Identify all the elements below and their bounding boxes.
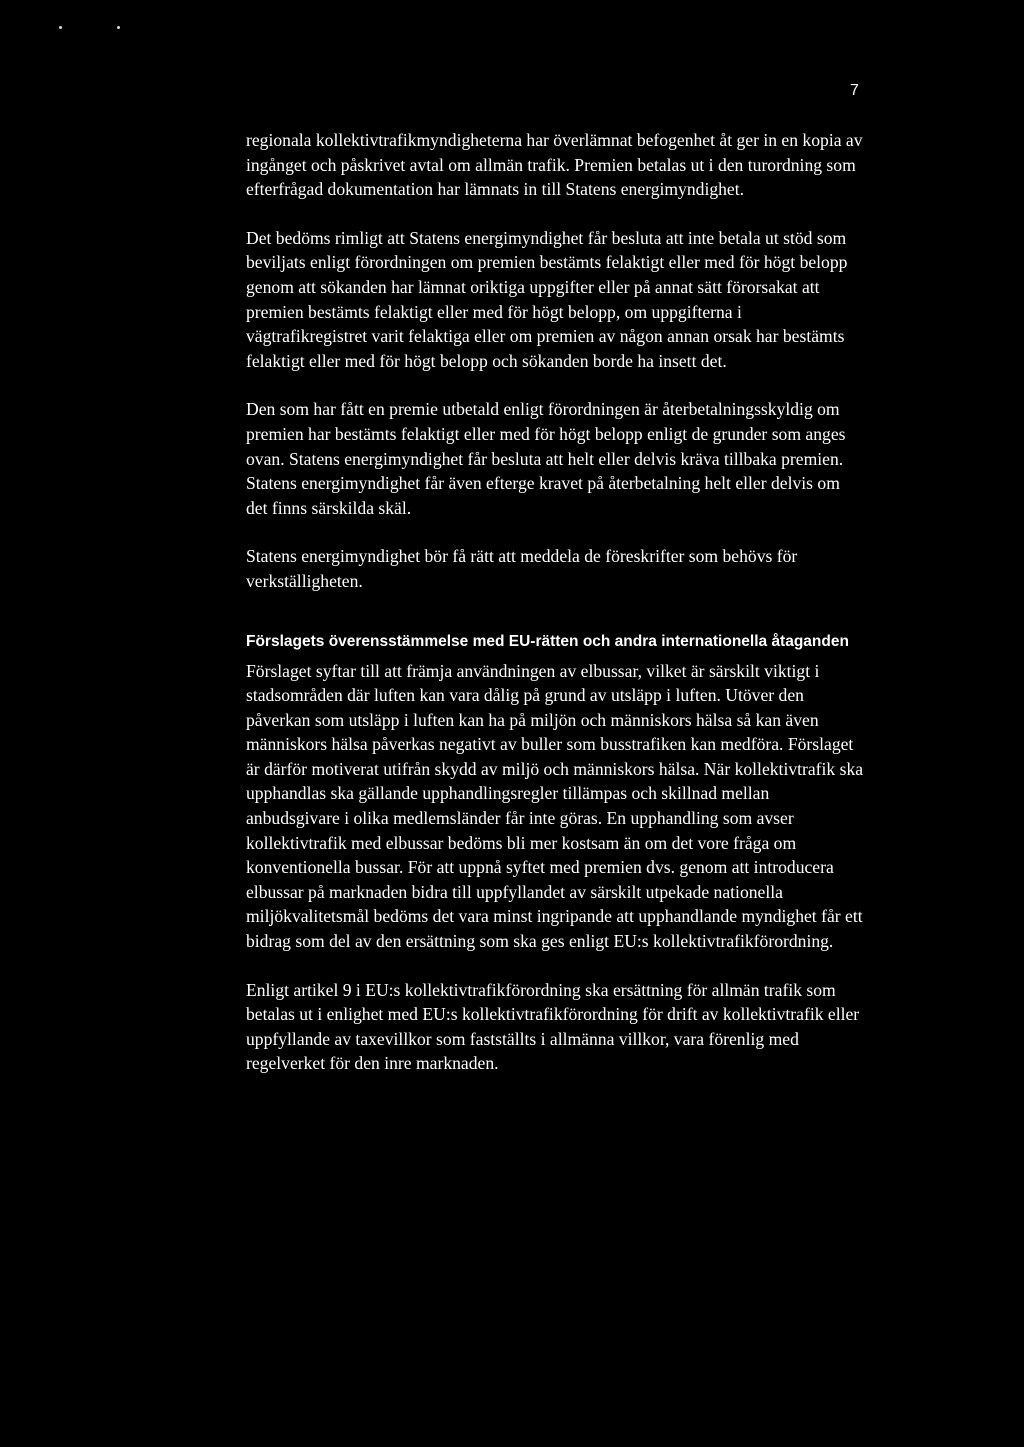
paragraph-gap [246, 954, 864, 978]
paragraph-article-9: Enligt artikel 9 i EU:s kollektivtrafikförordning ska ersättning för allmän trafik som betalas ut i enlighet med EU:s kollektivtrafikförordning för drift av kollektivtrafik eller uppfyllande av taxevillkor som fastställts i allmänna villkor, vara förenlig med regelverket för den inre marknaden. [246, 979, 860, 1074]
paragraph-gap [246, 373, 864, 397]
paragraph-gap [246, 594, 864, 618]
scan-mark-right [117, 26, 120, 29]
paragraph-refusal: Det bedöms rimligt att Statens energimyndighet får besluta att inte betala ut stöd som beviljats enligt förordningen om premien bestämts felaktigt eller med för högt belopp genom att sökanden har lämnat oriktiga uppgifter eller på annat sätt förorsakat att premien bestämts felaktigt eller med för högt belopp, om uppgifterna i vägtrafikregistret varit felaktiga eller om premien av någon annan orsak har bestämts felaktigt eller med för högt belopp och sökanden borde ha insett det. [246, 227, 848, 371]
section-heading: Förslagets överensstämmelse med EU-rätten och andra internationella åtaganden [246, 632, 849, 650]
scan-mark-left [59, 26, 62, 29]
page-number: 7 [850, 82, 859, 99]
paragraph-repayment: Den som har fått en premie utbetald enligt förordningen är återbetalningsskyldig om premien har bestämts felaktigt eller med för högt belopp enligt de grunder som anges ovan. Statens energimyndighet får besluta att helt eller delvis kräva tillbaka premien. Statens energimyndighet får även efterge kravet på återbetalning helt eller delvis om det finns särskilda skäl. [246, 399, 846, 518]
paragraph-gap [246, 202, 864, 226]
paragraph-regulations: Statens energimyndighet bör få rätt att meddela de föreskrifter som behövs för verkställigheten. [246, 546, 798, 591]
paragraph-submission: regionala kollektivtrafikmyndigheterna har överlämnat befogenhet åt ger in en kopia av ingånget och påskrivet avtal om allmän trafik. Premien betalas ut i den turordning som efterfrågad dokumentation har lämnats in till Statens energimyndighet. [246, 130, 863, 200]
paragraph-gap [246, 520, 864, 544]
document-body [246, 128, 864, 1076]
paragraph-purpose: Förslaget syftar till att främja användningen av elbussar, vilket är särskilt viktigt i stadsområden där luften kan vara dålig på grund av utsläpp i luften. Utöver den påverkan som utsläpp i luften kan ha på miljön och människors hälsa så kan även människors hälsa påverkas negativt av buller som busstrafiken kan medföra. Förslaget är därför motiverat utifrån skydd av miljö och människors hälsa. När kollektivtrafik ska upphandlas ska gällande upphandlingsregler tillämpas och skillnad mellan anbudsgivare i olika medlemsländer får inte göras. En upphandling som avser kollektivtrafik med elbussar bedöms bli mer kostsam än om det vore fråga om konventionella bussar. För att uppnå syftet med premien dvs. genom att introducera elbussar på marknaden bidra till uppfyllandet av särskilt utpekade nationella miljökvalitetsmål bedöms det vara minst ingripande att upphandlande myndighet får ett bidrag som del av den ersättning som ska ges enligt EU:s kollektivtrafikförordning. [246, 660, 864, 952]
